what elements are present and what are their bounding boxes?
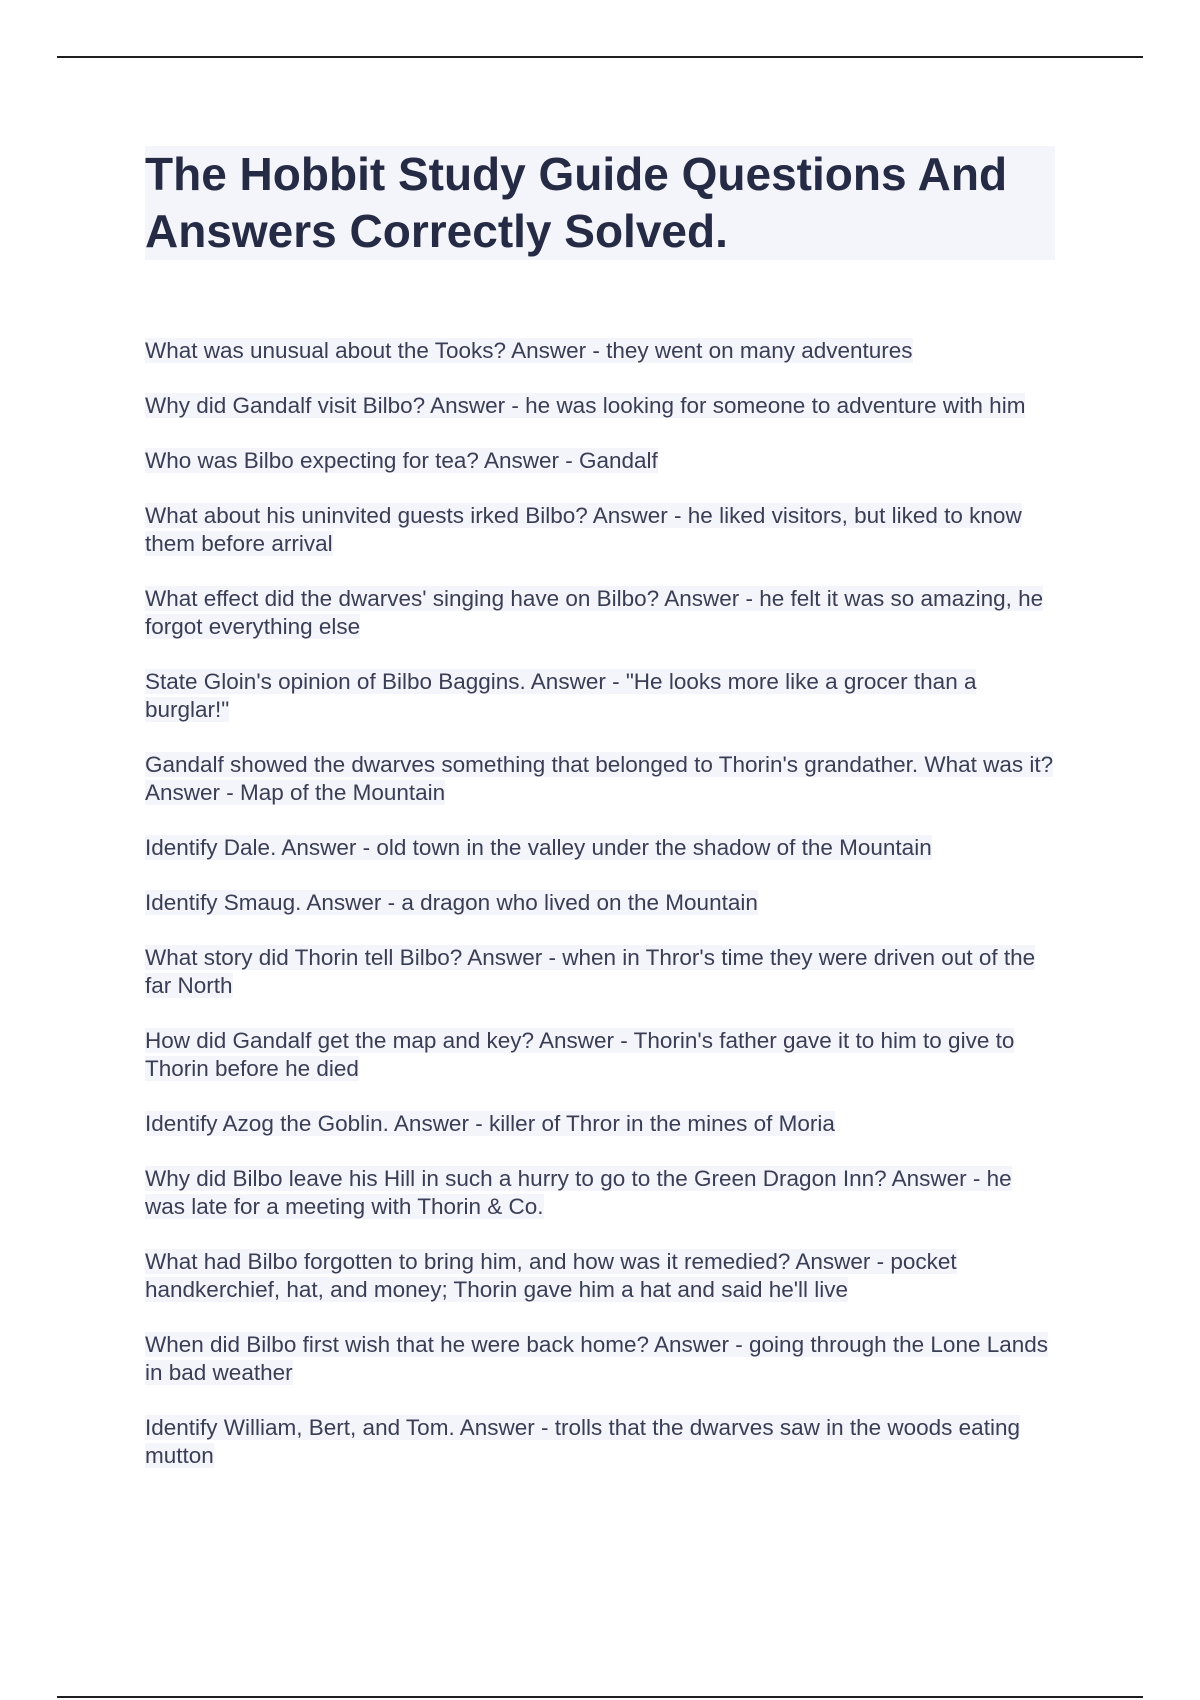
qa-item	[145, 392, 1055, 420]
qa-item	[145, 337, 1055, 365]
qa-item	[145, 1414, 1055, 1470]
qa-list	[145, 337, 1055, 1470]
qa-item	[145, 668, 1055, 724]
qa-item	[145, 1110, 1055, 1138]
qa-text: Identify Dale. Answer - old town in the valley under the shadow of the Mountain	[145, 835, 932, 860]
qa-item	[145, 447, 1055, 475]
qa-text: What was unusual about the Tooks? Answer - they went on many adventures	[145, 338, 913, 363]
qa-text: When did Bilbo first wish that he were back home? Answer - going through the Lone Lands in bad weather	[145, 1332, 1049, 1385]
qa-item	[145, 751, 1055, 807]
qa-item	[145, 1165, 1055, 1221]
qa-item	[145, 1331, 1055, 1387]
page-title: The Hobbit Study Guide Questions And Answers Correctly Solved.	[145, 146, 1055, 260]
document-body	[145, 146, 1055, 1497]
qa-text: State Gloin's opinion of Bilbo Baggins. Answer - "He looks more like a grocer than a burglar!"	[145, 669, 977, 722]
qa-text: What effect did the dwarves' singing have on Bilbo? Answer - he felt it was so amazing, he forgot everything else	[145, 586, 1044, 639]
qa-item	[145, 1027, 1055, 1083]
qa-text: Gandalf showed the dwarves something that belonged to Thorin's grandather. What was it? Answer - Map of the Mountain	[145, 752, 1054, 805]
qa-item	[145, 889, 1055, 917]
qa-text: Identify Smaug. Answer - a dragon who lived on the Mountain	[145, 890, 758, 915]
bottom-rule	[57, 1696, 1143, 1698]
qa-item	[145, 834, 1055, 862]
qa-text: What about his uninvited guests irked Bilbo? Answer - he liked visitors, but liked to know them before arrival	[145, 503, 1022, 556]
qa-text: Identify Azog the Goblin. Answer - killer of Thror in the mines of Moria	[145, 1111, 835, 1136]
qa-text: What story did Thorin tell Bilbo? Answer - when in Thror's time they were driven out of the far North	[145, 945, 1036, 998]
qa-text: Identify William, Bert, and Tom. Answer - trolls that the dwarves saw in the woods eating mutton	[145, 1415, 1020, 1468]
qa-text: Who was Bilbo expecting for tea? Answer - Gandalf	[145, 448, 658, 473]
qa-text: Why did Bilbo leave his Hill in such a hurry to go to the Green Dragon Inn? Answer - he was late for a meeting with Thorin & Co.	[145, 1166, 1012, 1219]
qa-text: Why did Gandalf visit Bilbo? Answer - he was looking for someone to adventure with him	[145, 393, 1026, 418]
top-rule	[57, 56, 1143, 58]
qa-text: How did Gandalf get the map and key? Answer - Thorin's father gave it to him to give to Thorin before he died	[145, 1028, 1015, 1081]
qa-item	[145, 944, 1055, 1000]
qa-text: What had Bilbo forgotten to bring him, and how was it remedied? Answer - pocket handkerchief, hat, and money; Thorin gave him a hat and said he'll live	[145, 1249, 957, 1302]
qa-item	[145, 585, 1055, 641]
qa-item	[145, 502, 1055, 558]
qa-item	[145, 1248, 1055, 1304]
